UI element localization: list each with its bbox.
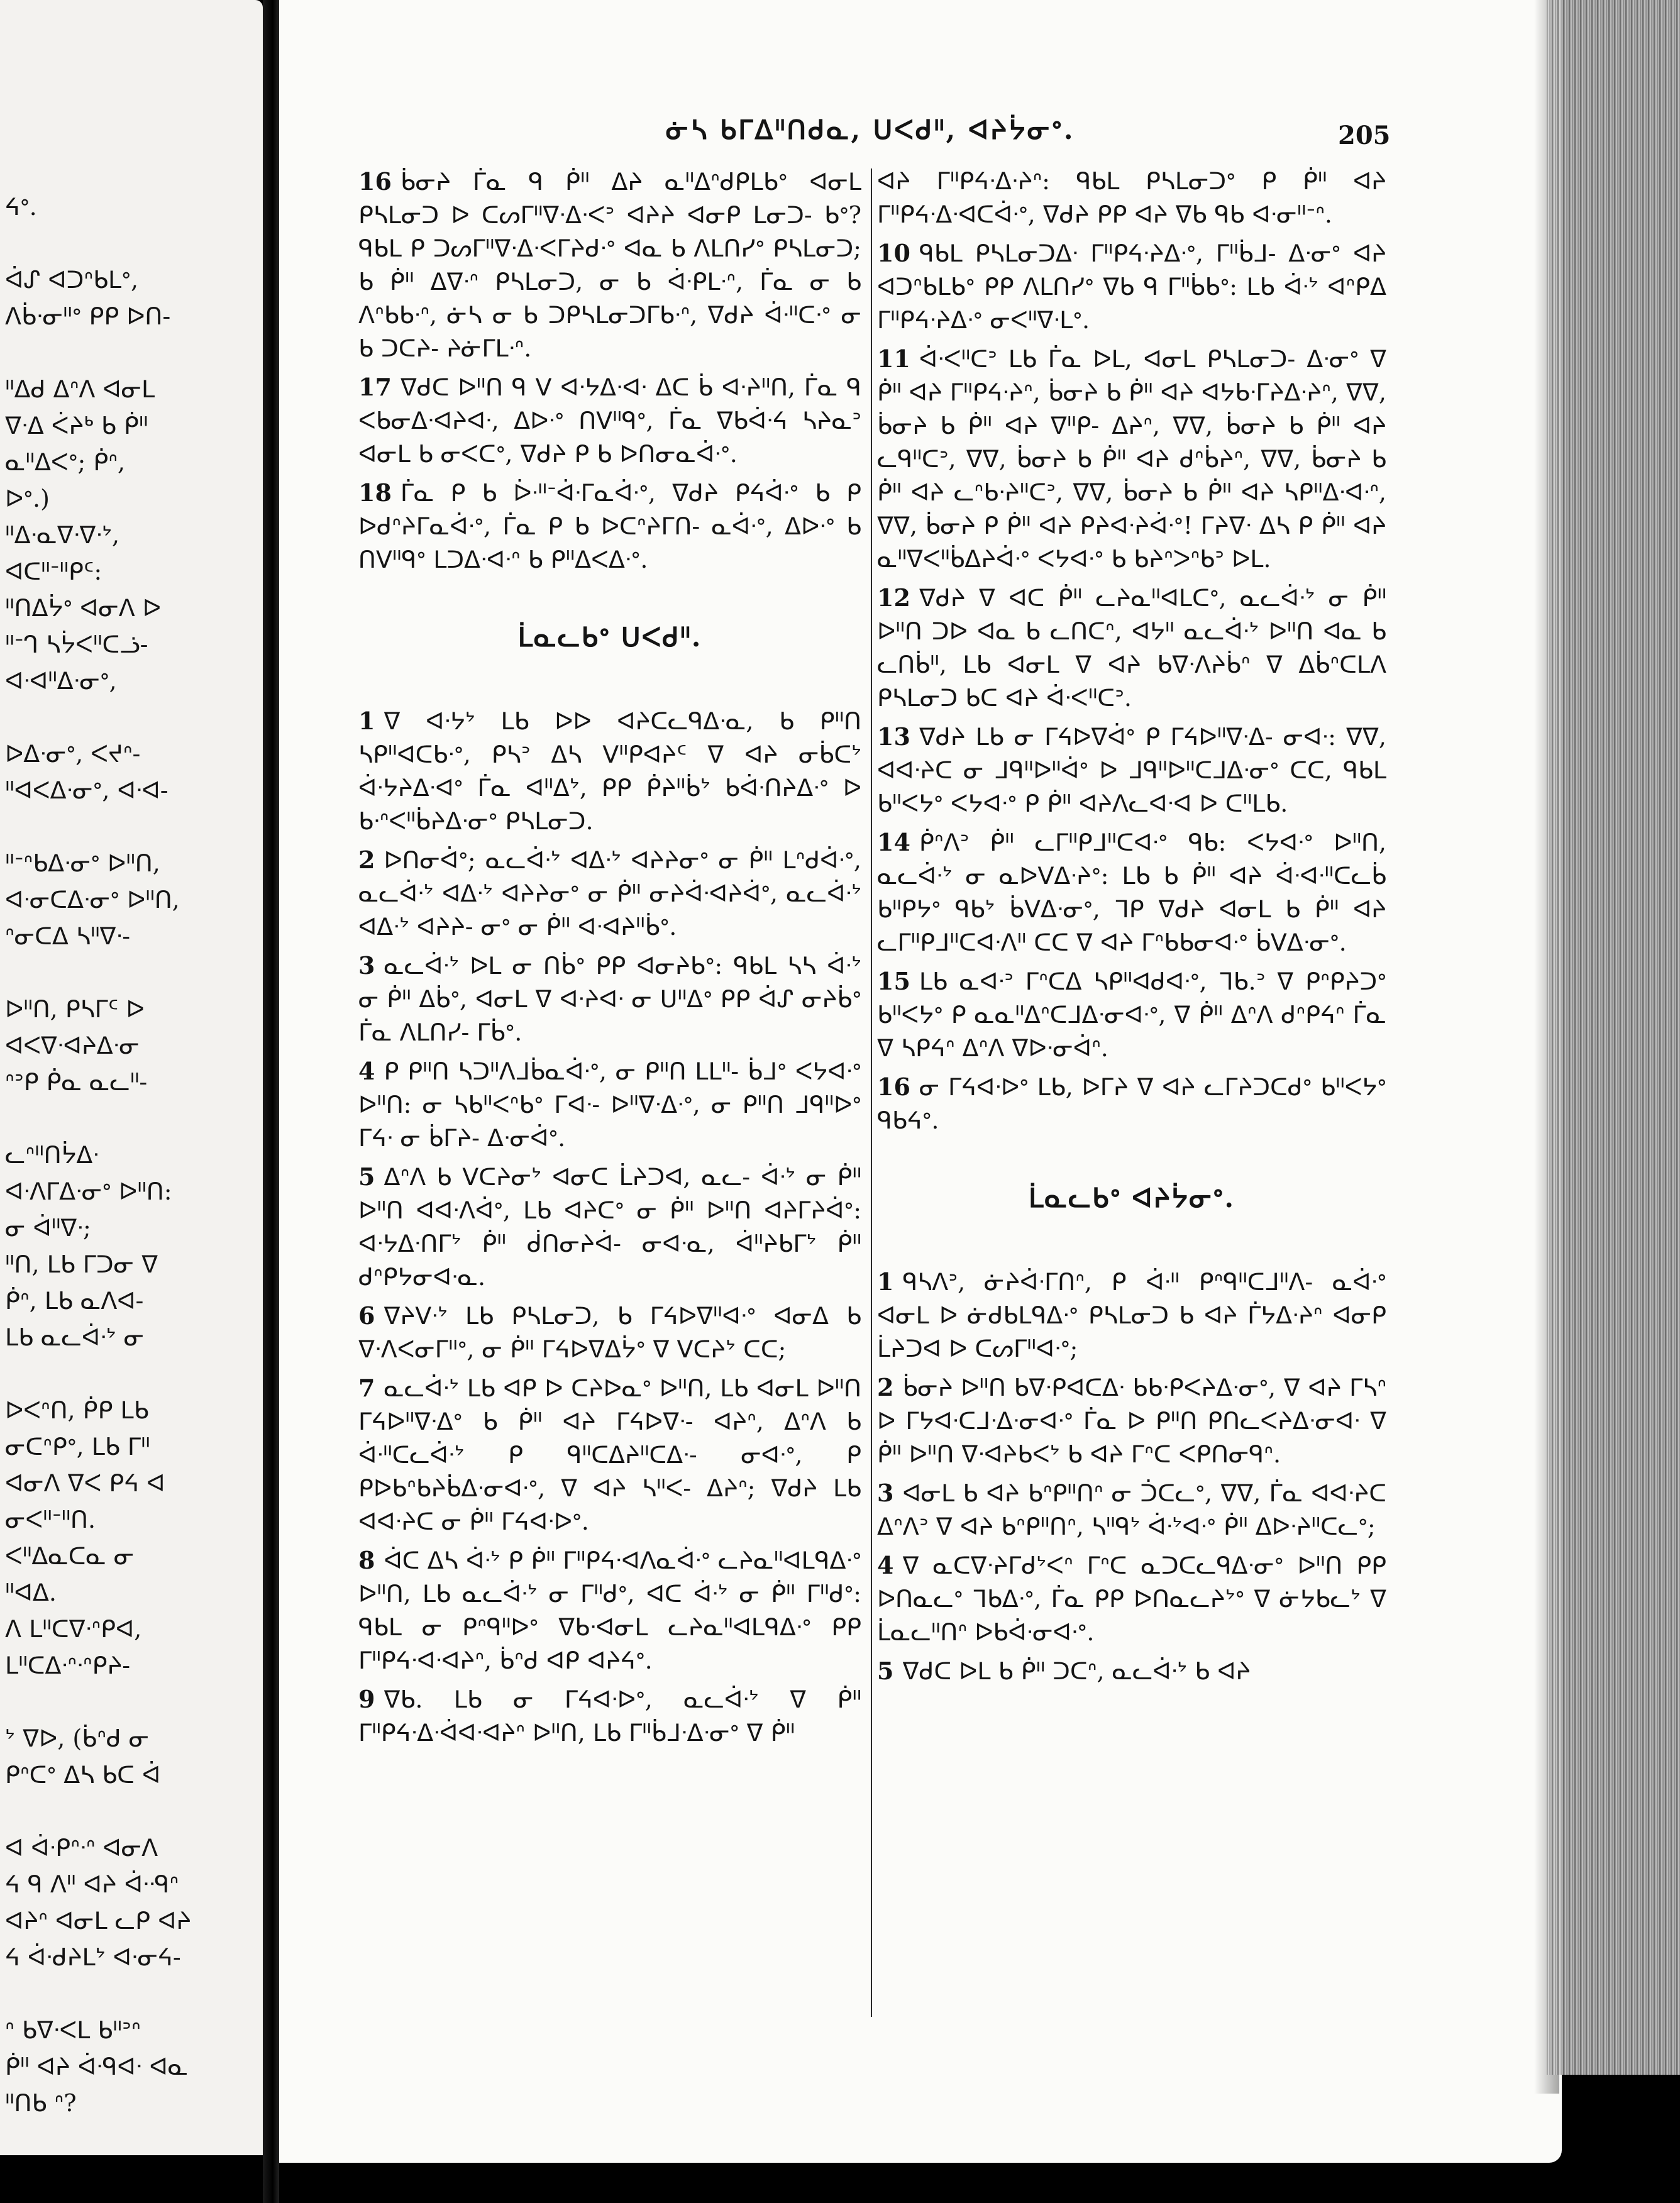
left-page-line: ᐅᐸᐢᑎ, ᑮᑭ ᒪᑲ [5, 1396, 149, 1424]
verse-number: 3 [358, 951, 375, 980]
verse [358, 1054, 861, 1155]
verse-text: ᑫᑲᒪ ᑭᓴᒪᓂᑐᐃᐧ ᒥᐦᑭᔦᐧᔨᐃᐧᐤ, ᒥᐦᑳᒧ- ᐃᐧᓂᐤ ᐊᔨ ᐊᑐᐢᑲᒪᑲᐤ ᑭᑭ ᐱᒪᑎᓯᐤ ᐁᑲ ᑫ ᒥᐦᑳᑲᐤ: ᒪᑲ ᐋᐧᔾ ᐊᐢᑭᐃ ᒥᐦᑭᔦᐧᔨᐃᐧᐤ ᓂᐸᐦᐁᐧᒪᐤ. [877, 240, 1386, 334]
verse-text: ᒪᑲ ᓇᐊᐧᐣ ᒥᐢᑕᐃ ᓴᑭᐦᐊᑯᐊᐧᐤ, ᒣᑲ.ᐣ ᐁ ᑭᐢᑭᔨᑐᐤ ᑲᐦᐸᔭᐤ ᑭ ᓇᓇᐦᐃᐢᑕᒧᐃᐧᓂᐊᐧᐤ, ᐁ ᑮᐦ ᐃᐢᐱ ᑯᐢᑭᔦᐢ ᒦᓇ ᐁ ᓴᑭᔦᐢ ᐃᐢᐱ ᐁᐅᐧᓂᐋᐢ. [877, 968, 1386, 1062]
verse-number: 5 [358, 1162, 375, 1191]
left-page-line: ᐅᐃᐧᓂᐤ, ᐸᔪᐢ- [5, 740, 141, 768]
verse-number: 5 [877, 1657, 894, 1685]
verse [877, 1549, 1386, 1649]
left-page-line [5, 1100, 263, 1137]
left-page-line: ᐊᐧᐊᐦᐃᐧᓂᐤ, [5, 667, 117, 695]
left-page-line: ᐢᓂᑕᐃ ᓴᐦᐁᐧ- [5, 922, 131, 950]
verse-text: ᑫᓴᐱᐣ, ᓃᔨᐋᐧᒥᑎᐢ, ᑭ ᐋᐧᐦ ᑭᐢᑫᐦᑕᒧᐦᐱ- ᓇᐋᐧᐤ ᐊᓂᒪ ᐅ ᓃᑯᑲᒪᑫᐃᐧᐤ ᑭᓴᒪᓂᑐ ᑲ ᐊᔨ ᒦᔭᐃᐧᔨᐢ ᐊᓂᑭ ᒫᔨᑐᐊ ᐅ ᑕᔕᒥᐦᐊᐧᐤ; [877, 1268, 1386, 1362]
verse [877, 964, 1386, 1065]
verse-number: 2 [877, 1373, 894, 1401]
left-page-line: ᐊ ᐋᐧᑭᐢᐧᐢ ᐊᓂᐱ [5, 1834, 158, 1862]
verse-number: 11 [877, 345, 910, 373]
verse [358, 1543, 861, 1677]
left-page-line [5, 334, 263, 371]
verse-number: 1 [358, 707, 375, 735]
verse-number: 10 [877, 239, 910, 267]
verse-text: ᐁᑯᑕ ᐅᐦᑎ ᑫ ᐯ ᐊᐧᔭᐃᐧᐊᐧ ᐃᑕ ᑳ ᐊᐧᔨᐦᑎ, ᒦᓇ ᑫ ᐸᑲᓂᐃᐧᐊᔨᐊᐧ, ᐃᐅᐧᐤ ᑎᐯᐦᑫᐤ, ᒦᓇ ᐁᑲᐋᐧᔦ ᓴᔨᓇᐣ ᐊᓂᒪ ᑲ ᓂᐸᑕᐤ, ᐁᑯᔨ ᑭ ᑲ ᐅᑎᓂᓇᐋᐧᐤ. [358, 373, 861, 468]
left-page-line: ᐁᐧᐃ ᐹᔨᒃ ᑲ ᑮᐦ [5, 412, 148, 439]
verse-number: 16 [358, 167, 392, 196]
verse-number: 8 [358, 1546, 375, 1574]
verse-number: 14 [877, 828, 910, 856]
verse-number: 17 [358, 373, 392, 401]
verse-number: 1 [877, 1267, 894, 1296]
verse [877, 342, 1386, 576]
verse-number: 16 [877, 1073, 910, 1101]
verse-number: 13 [877, 722, 910, 751]
verse [358, 949, 861, 1049]
left-page-line [5, 1793, 263, 1830]
verse-text: ᑳᓂᔨ ᒦᓇ ᑫ ᑮᐦ ᐃᔨ ᓇᐦᐃᐢᑯᑭᒪᑲᐤ ᐊᓂᒪ ᑭᓴᒪᓂᑐ ᐅ ᑕᔕᒥᐦᐁᐧᐃᐧᐸᐣ ᐊᔨᔨ ᐊᓂᑭ ᒪᓂᑐ- ᑲᐤ? ᑫᑲᒪ ᑭ ᑐᔕᒥᐦᐁᐧᐃᐧᐸᒥᔨᑯᐧᐤ ᐊᓇ ᑲ ᐱᒪᑎᓯᐤ ᑭᓴᒪᓂᑐ; ᑲ ᑮᐦ ᐃᐁᐧᐢ ᑭᓴᒪᓂᑐ, ᓂ ᑲ ᐋᐧᑭᒪᐧᐢ, ᒦᓇ ᓂ ᑲ ᐱᐢᑲᑲᐧᐢ, ᓃᓴ ᓂ ᑲ ᑐᑭᓴᒪᓂᑐᒥᑲᐧᐢ, ᐁᑯᔨ ᐋᐧᐦᑕᐧᐤ ᓂ ᑲ ᑐᑕᔨ- ᔨᓃᒥᒪᐧᐢ. [358, 168, 861, 362]
left-page-line: ᐱ ᒪᐦᑕᐁᐧᐢᑭᐊ, [5, 1615, 142, 1643]
left-page-line: ᔦᐤ. [5, 193, 37, 221]
verse-text: ᐃᐢᐱ ᑲ ᐯᑕᔨᓂᔾ ᐊᓂᑕ ᒫᔨᑐᐊ, ᓇᓚ- ᐋᐧᔾ ᓂ ᑮᐦ ᐅᐦᑎ ᐊᐊᐧᐱᐋᐤ, ᒪᑲ ᐊᔨᑕᐤ ᓂ ᑮᐦ ᐅᐦᑎ ᐊᔨᒥᔨᐋᐤ: ᐊᐧᔭᐃᐧᑎᒥᔾ ᑮᐦ ᑰᑎᓂᔨᐋ- ᓂᐊᐧᓇ, ᐋᐦᔨᑲᒥᔾ ᑮᐦ ᑯᐢᑭᔭᓂᐊᐧᓇ. [358, 1163, 861, 1291]
column-divider [871, 168, 872, 2017]
running-head: ᓃᓴ ᑲᒥᐃᐦᑎᑯᓇ, ᑌᐸᑯᐦ, ᐊᔨᔮᓂᐤ. [666, 114, 1075, 145]
verse-number: 12 [877, 583, 910, 612]
left-page-line: ᐊᐧᓂᑕᐃᐧᓂᐤ ᐅᐦᑎ, [5, 886, 180, 914]
verse-text: ᐁ ᓇᑕᐁᐧᔨᒥᑯᔾᐸᐢ ᒥᐢᑕ ᓇᑐᑕᓚᑫᐃᐧᓂᐤ ᐅᐦᑎ ᑭᑭ ᐅᑎᓇᓚᐤ ᒣᑲᐃᐧᐤ, ᒦᓇ ᑭᑭ ᐅᑎᓇᓚᔨᔾᐤ ᐁ ᓃᔭᑲᓚᔾ ᐁ ᒫᓇᓚᐦᑎᐢ ᐅᑲᐋᐧᓂᐊᐧᐤ. [877, 1552, 1386, 1646]
left-page-line: ᐦᑎᑲ ᐢ? [5, 2089, 77, 2117]
left-page [0, 0, 263, 2155]
left-page-line: ᐱᑳᐧᓂᐦᐤ ᑭᑭ ᐅᑎ- [5, 302, 171, 330]
left-page-line: ᐦᐨᒉ ᓴᔮᐸᐦᑕᓘ- [5, 631, 148, 658]
right-column [877, 165, 1386, 1693]
left-page-line [5, 809, 263, 845]
verse-text: ᐊᓂᒪ ᑲ ᐊᔨ ᑲᐢᑭᐦᑎᐢ ᓂ ᑑᑕᓚᐤ, ᐁᐁ, ᒦᓇ ᐊᐊᐧᔨᑕ ᐃᐢᐱᐣ ᐁ ᐊᔨ ᑲᐢᑭᐦᑎᐢ, ᓴᐦᑫᔾ ᐋᐧᔾᐊᐧᐤ ᑮᐦ ᐃᐅᐧᔨᐦᑕᓚᐤ; [877, 1479, 1386, 1540]
verse [877, 1476, 1386, 1543]
verse [358, 1160, 861, 1294]
verse-number: 7 [358, 1374, 375, 1402]
left-page-line: ᐸᐦᐃᓇᑕᓇ ᓂ [5, 1542, 135, 1570]
section-title: ᒫᓇᓚᑲᐤ ᐊᔨᔮᓂᐤ. [1029, 1183, 1235, 1213]
verse [358, 165, 861, 365]
left-page-line: ᐊᑕᐦᐨᐦᑭᑦ: [5, 558, 102, 585]
verse [877, 720, 1386, 820]
page-number: 205 [1338, 121, 1391, 150]
left-page-line: ᔾ ᐁᐅ, (ᑳᐢᑯ ᓂ [5, 1725, 150, 1752]
left-page-line: ᐋᔑ ᐊᑐᐢᑲᒪᐤ, [5, 266, 139, 294]
verse-text: ᓇᓚᐋᐧᔾ ᐅᒪ ᓂ ᑎᑳᐤ ᑭᑭ ᐊᓂᔨᑲᐤ: ᑫᑲᒪ ᓴᓴ ᐋᐧᔾ ᓂ ᑮᐦ ᐃᑳᐤ, ᐊᓂᒪ ᐁ ᐊᐧᔨᐊᐧ ᓂ ᑌᐦᐃᐤ ᑭᑭ ᐋᔑ ᓂᔨᑳᐤ ᒦᓇ ᐱᒪᑎᓯ- ᒥᑳᐤ. [358, 952, 861, 1046]
verse-number: 6 [358, 1301, 375, 1330]
left-page-line: ᔦ ᑫ ᐱᐦ ᐊᔨ ᐋᐧᑴᐢ [5, 1870, 179, 1898]
verse [877, 236, 1386, 337]
left-page-line: ᓚᐢᐦᑎᔮᐃᐧ [5, 1141, 99, 1169]
left-page-line: ᔦ ᐋᐧᑯᔨᒪᔾ ᐊᐧᓂᔦ- [5, 1943, 181, 1971]
verse [358, 704, 861, 838]
verse [358, 843, 861, 944]
verse-text: ᑮᐢᐱᐣ ᑮᐦ ᓚᒥᐦᑭᒧᐦᑕᐊᐧᐤ ᑫᑲ: ᐸᔭᐊᐧᐤ ᐅᐦᑎ, ᓇᓚᐋᐧᔾ ᓂ ᓇᐅᐯᐃᐧᔨᐤ: ᒪᑲ ᑲ ᑮᐦ ᐊᔨ ᐋᐧᐊᐧᐦᑕᓚᑳ ᑲᐦᑭᔭᐤ ᑫᑲᔾ ᑳᐯᐃᐧᓂᐤ, ᒣᑭ ᐁᑯᔨ ᐊᓂᒪ ᑲ ᑮᐦ ᐊᔨ ᓚᒥᐦᑭᒧᐦᑕᐊᐧᐱᐦ ᑕᑕ ᐁ ᐊᔨ ᒥᐢᑲᑲᓂᐊᐧᐤ ᑳᐯᐃᐧᓂᐤ. [877, 829, 1386, 956]
left-page-line: ᒪᐦᑕᐃᐧᐢᐧᐢᑭᔨ- [5, 1652, 131, 1679]
left-page-line [5, 954, 263, 991]
left-page-line: ᓂᑕᐢᑭᐤ, ᒪᑲ ᒥᐦ [5, 1433, 150, 1460]
left-page-line: ᐅᐦᑎ, ᑭᓴᒥᑦ ᐅ [5, 995, 145, 1023]
verse-number: 9 [358, 1685, 375, 1713]
verse [877, 1265, 1386, 1366]
verse-text: ᐁᑲ. ᒪᑲ ᓂ ᒥᔦᐊᐧᐅᐤ, ᓇᓚᐋᐧᔾ ᐁ ᑮᐦ ᒥᐦᑭᔦᐧᐃᐧᐋᐊᐧᐊᔨᐢ ᐅᐦᑎ, ᒪᑲ ᒥᐦᑳᒧᐧᐃᐧᓂᐤ ᐁ ᑮᐦ [358, 1686, 861, 1747]
verse [877, 1371, 1386, 1471]
verse-text: ᐁᑯᑕ ᐅᒪ ᑲ ᑮᐦ ᑐᑕᐢ, ᓇᓚᐋᐧᔾ ᑲ ᐊᔨ [902, 1657, 1251, 1685]
left-page-line: ᐦᑎ, ᒪᑲ ᒥᑐᓂ ᐁ [5, 1251, 158, 1278]
verse [877, 165, 1386, 231]
verse-number: 2 [358, 846, 375, 874]
left-page-line: ᓂᐸᐦᐨᐦᑎ. [5, 1506, 96, 1533]
verse [877, 581, 1386, 715]
left-page-line: ᑭᐢᑕᐤ ᐃᓴ ᑲᑕ ᐋ [5, 1761, 161, 1789]
verse-text: ᐊᔨ ᒥᐦᑭᔦᐧᐃᐧᔨᐢ: ᑫᑲᒪ ᑭᓴᒪᓂᑐᐤ ᑭ ᑮᐦ ᐊᔨ ᒥᐦᑭᔦᐧᐃᐧᐊᑕᐋᐧᐤ, ᐁᑯᔨ ᑭᑭ ᐊᔨ ᐁᑲ ᑫᑲ ᐊᐧᓂᐦᐨᐢ. [877, 167, 1386, 228]
verse-number: 15 [877, 967, 910, 995]
left-page-line: ᐊᐸᐁᐧᐊᔨᐃᐧᓂ [5, 1032, 140, 1059]
book-gutter [263, 0, 279, 2203]
verse [358, 1371, 861, 1538]
verse [358, 476, 861, 577]
verse-text: ᐁ ᐊᐧᔭᔾ ᒪᑲ ᐅᐅ ᐊᔨᑕᓚᑫᐃᐧᓇ, ᑲ ᑭᐦᑎ ᓴᑭᐦᐊᑕᑲᐧᐤ, ᑭᓴᐣ ᐃᓴ ᐯᐦᑭᐊᔨᑦ ᐁ ᐊᔨ ᓂᑳᑕᔾ ᐋᐧᔭᔨᐃᐧᐊᐤ ᒦᓇ ᐊᐦᐃᔾ, ᑭᑭ ᑮᔨᐦᑳᔾ ᑲᐋᐧᑎᔨᐃᐧᐤ ᐅ ᑲᐧᐢᐸᐦᑳᔨᐃᐧᓂᐤ ᑭᓴᒪᓂᑐ. [358, 707, 861, 835]
verse [358, 370, 861, 471]
left-page-line: ᐢ ᑲᐁᐧᐸᒪ ᑲᐦᐣᐢ [5, 2016, 141, 2044]
verse-text: ᐅᑎᓂᐋᐤ; ᓇᓚᐋᐧᔾ ᐊᐃᐧᔾ ᐊᔨᔨᓂᐤ ᓂ ᑮᐦ ᒪᐢᑯᐋᐧᐤ, ᓇᓚᐋᐧᔾ ᐊᐃᐧᔾ ᐊᔨᔨᓂᐤ ᓂ ᑮᐦ ᓂᔨᐋᐧᐊᔨᐋᐤ, ᓇᓚᐋᐧᔾ ᐊᐃᐧᔾ ᐊᔨᔨ- ᓂᐤ ᓂ ᑮᐦ ᐊᐧᐊᔨᐦᑳᐤ. [358, 846, 861, 941]
left-page-line: ᐊᔨᐢ ᐊᓂᒪ ᓚᑭ ᐊᔨ [5, 1907, 192, 1935]
left-page-line: ᐦᐃᐧᓇᐁᐧᐁᐧᔾ, [5, 521, 120, 549]
verse [877, 825, 1386, 959]
verse [358, 1682, 861, 1750]
left-page-line: ᐦᑎᐃᔮᐤ ᐊᓂᐱ ᐅ [5, 594, 162, 622]
left-page-line: ᐊᓂᐱ ᐁᐸ ᑭᔦ ᐊ [5, 1469, 165, 1497]
page-edges [1547, 0, 1680, 2075]
left-page-line [5, 1975, 263, 2012]
verse-text: ᑭ ᑭᐦᑎ ᓴᑐᐦᐱᒧᑳᓇᐋᐧᐤ, ᓂ ᑭᐦᑎ ᒪᒪᐦ- ᑳᒧᐤ ᐸᔭᐊᐧᐤ ᐅᐦᑎ: ᓂ ᓴᑲᐦᐸᐢᑲᐤ ᒥᐊᐧ- ᐅᐦᐁᐧᐃᐧᐤ, ᓂ ᑭᐦᑎ ᒧᑫᐦᐅᐤ ᒥᔦᐧ ᓂ ᑳᒥᔨ- ᐃᐧᓂᐋᐤ. [358, 1057, 861, 1152]
verse-text: ᓂ ᒥᔦᐊᐧᐅᐤ ᒪᑲ, ᐅᒥᔨ ᐁ ᐊᔨ ᓚᒥᔨᑐᑕᑯᐤ ᑲᐦᐸᔭᐤ ᑫᑲᔦᐤ. [877, 1073, 1386, 1134]
verse-number: 4 [358, 1057, 375, 1085]
verse-number: 18 [358, 478, 392, 507]
verse-text: ᓇᓚᐋᐧᔾ ᒪᑲ ᐊᑭ ᐅ ᑕᔨᐅᓇᐤ ᐅᐦᑎ, ᒪᑲ ᐊᓂᒪ ᐅᐦᑎ ᒥᔦᐅᐦᐁᐧᐃᐤ ᑲ ᑮᐦ ᐊᔨ ᒥᔦᐅᐁᐧ- ᐊᔨᐢ, ᐃᐢᐱ ᑲ ᐋᐧᐦᑕᓚᐋᐧᔾ ᑭ ᑫᐦᑕᐃᔨᐦᑕᐃᐧ- ᓂᐊᐧᐤ, ᑭ ᑭᐅᑲᐢᑲᔨᑳᐃᐧᓂᐊᐧᐤ, ᐁ ᐊᔨ ᓴᐦᐸ- ᐃᔨᐢ; ᐁᑯᔨ ᒪᑲ ᐊᐊᐧᔨᑕ ᓂ ᑮᐦ ᒥᔦᐊᐧᐅᐤ. [358, 1374, 861, 1535]
left-page-line [5, 1355, 263, 1392]
verse-text: ᐋᑕ ᐃᓴ ᐋᐧᔾ ᑭ ᑮᐦ ᒥᐦᑭᔦᐧᐊᐱᓇᐋᐧᐤ ᓚᔨᓇᐦᐊᒪᑫᐃᐧᐤ ᐅᐦᑎ, ᒪᑲ ᓇᓚᐋᐧᔾ ᓂ ᒥᐦᑯᐤ, ᐊᑕ ᐋᐧᔾ ᓂ ᑮᐦ ᒥᐦᑯᐤ: ᑫᑲᒪ ᓂ ᑭᐢᑫᐦᐅᐤ ᐁᑲᐧᐊᓂᒪ ᓚᔨᓇᐦᐊᒪᑫᐃᐧᐤ ᑭᑭ ᒥᐦᑭᔦᐧᐊᐧᐊᔨᐢ, ᑳᐢᑯ ᐊᑭ ᐊᔨᔦᐤ. [358, 1547, 861, 1674]
verse [877, 1654, 1386, 1688]
verse-text: ᑳᓂᔨ ᐅᐦᑎ ᑲᐁᐧᑭᐊᑕᐃᐧ ᑲᑲᐧᑭᐸᔨᐃᐧᓂᐤ, ᐁ ᐊᔨ ᒥᓴᐢ ᐅ ᒥᔭᐊᐧᑕᒧᐧᐃᐧᓂᐊᐧᐤ ᒦᓇ ᐅ ᑭᐦᑎ ᑭᑎᓚᐸᔨᐃᐧᓂᐊᐧ ᐁ ᑮᐦ ᐅᐦᑎ ᐁᐧᐊᔨᑲᐸᔾ ᑲ ᐊᔨ ᒥᐢᑕ ᐸᑭᑎᓂᑫᐢ. [877, 1374, 1386, 1468]
left-page-line: ᐦᐊᐸᐃᐧᓂᐤ, ᐊᐧᐊ- [5, 776, 169, 804]
left-page-line: ᐦᐨᐢᑲᐃᐧᓂᐤ ᐅᐦᑎ, [5, 849, 160, 877]
left-page-line: ᐅᐤ.) [5, 485, 50, 512]
left-page-line: ᐢᐣᑭ ᑮᓇ ᓇᓚᐦ- [5, 1068, 148, 1096]
left-page-line: ᐊᐧᐱᒥᐃᐧᓂᐤ ᐅᐦᑎ: [5, 1178, 172, 1205]
left-page-text [5, 189, 263, 2121]
left-page-line: ᐦᐊᐃ. [5, 1579, 57, 1606]
left-page-line: ᓂ ᐋᐦᐁᐧ; [5, 1214, 91, 1242]
left-page-line [5, 699, 263, 736]
left-page-line: ᒪᑲ ᓇᓚᐋᐧᔾ ᓂ [5, 1323, 145, 1351]
left-page-line: ᐦᐃᑯ ᐃᐢᐱ ᐊᓂᒪ [5, 375, 155, 403]
left-column [358, 165, 861, 1755]
left-page-line [5, 225, 263, 262]
left-page-line: ᓇᐦᐃᐸᐤ; ᑮᐢ, [5, 448, 126, 476]
left-page-line: ᑮᐢ, ᒪᑲ ᓇᐱᐊ- [5, 1287, 144, 1315]
verse-text: ᒦᓇ ᑭ ᑲ ᐆᐧᐦᐨᐋᐧᒥᓇᐋᐧᐤ, ᐁᑯᔨ ᑭᔦᐋᐧᐤ ᑲ ᑭ ᐅᑯᐢᔨᒥᓇᐋᐧᐤ, ᒦᓇ ᑭ ᑲ ᐅᑕᐢᔨᒥᑎ- ᓇᐋᐧᐤ, ᐃᐅᐧᐤ ᑲ ᑎᐯᐦᑫᐤ ᒪᑐᐃᐧᐊᐧᐢ ᑲ ᑭᐦᐃᐸᐃᐧᐤ. [358, 479, 861, 573]
verse-text: ᐁᑯᔨ ᐁ ᐊᑕ ᑮᐦ ᓚᔨᓇᐦᐊᒪᑕᐤ, ᓇᓚᐋᐧᔾ ᓂ ᑮᐦ ᐅᐦᑎ ᑐᐅ ᐊᓇ ᑲ ᓚᑎᑕᐢ, ᐊᔭᐦ ᓇᓚᐋᐧᔾ ᐅᐦᑎ ᐊᓇ ᑲ ᓚᑎᑳᐦ, ᒪᑲ ᐊᓂᒪ ᐁ ᐊᔨ ᑲᐁᐧᐱᔨᑳᐢ ᐁ ᐃᑳᐢᑕᒪᐱ ᑭᓴᒪᓂᑐ ᑲᑕ ᐊᔨ ᐋᐧᐸᐦᑕᐣ. [877, 584, 1386, 712]
left-page-line [5, 1684, 263, 1720]
verse [877, 1070, 1386, 1137]
verse [358, 1299, 861, 1366]
verse-text: ᐁᔨᐯᐧᔾ ᒪᑲ ᑭᓴᒪᓂᑐ, ᑲ ᒥᔦᐅᐁᐦᐊᐧᐤ ᐊᓂᐃ ᑲ ᐁᐧᐱᐸᓂᒥᐦᐤ, ᓂ ᑮᐦ ᒥᔦᐅᐁᐃᔮᐤ ᐁ ᐯᑕᔨᔾ ᑕᑕ; [358, 1302, 861, 1363]
verse-text: ᐁᑯᔨ ᒪᑲ ᓂ ᒥᔦᐅᐁᐋᐤ ᑭ ᒥᔦᐅᐦᐁᐧᐃ- ᓂᐊᐧ: ᐁᐁ, ᐊᐊᐧᔨᑕ ᓂ ᒧᑫᐦᐅᐦᐋᐤ ᐅ ᒧᑫᐦᐅᐦᑕᒧᐃᐧᓂᐤ ᑕᑕ, ᑫᑲᒪ ᑲᐦᐸᔭᐤ ᐸᔭᐊᐧᐤ ᑭ ᑮᐦ ᐊᔨᐱᓚᐊᐧᐊ ᐅ ᑕᐦᒪᑲ. [877, 723, 1386, 817]
left-page-line: ᑮᐦ ᐊᔨ ᐋᐧᑫᐊᐧ ᐊᓇ [5, 2053, 189, 2080]
verse-number: 3 [877, 1479, 894, 1507]
verse-text: ᐋᐧᐸᐦᑕᐣ ᒪᑲ ᒦᓇ ᐅᒪ, ᐊᓂᒪ ᑭᓴᒪᓂᑐ- ᐃᐧᓂᐤ ᐁ ᑮᐦ ᐊᔨ ᒥᐦᑭᔦᐧᔨᐢ, ᑳᓂᔨ ᑲ ᑮᐦ ᐊᔨ ᐊᔭᑲᐧᒥᔨᐃᐧᔨᐢ, ᐁᐁ, ᑳᓂᔨ ᑲ ᑮᐦ ᐊᔨ ᐁᐦᑭ- ᐃᔨᐢ, ᐁᐁ, ᑳᓂᔨ ᑲ ᑮᐦ ᐊᔨ ᓚᑫᐦᑕᐣ, ᐁᐁ, ᑳᓂᔨ ᑲ ᑮᐦ ᐊᔨ ᑯᐢᑳᔨᐢ, ᐁᐁ, ᑳᓂᔨ ᑲ ᑮᐦ ᐊᔨ ᓚᐢᑲᐧᔨᐦᑕᐣ, ᐁᐁ, ᑳᓂᔨ ᑲ ᑮᐦ ᐊᔨ ᓴᑭᐦᐃᐧᐊᐧᐢ, ᐁᐁ, ᑳᓂᔨ ᑭ ᑮᐦ ᐊᔨ ᑭᔨᐊᐧᔨᐋᐧᐤ! ᒥᔨᐁᐧ ᐃᓴ ᑭ ᑮᐦ ᐊᔨ ᓇᐦᐁᐸᐦᑳᐃᔨᐋᐧᐤ ᐸᔭᐊᐧᐤ ᑲ ᑲᔨᐢᐳᐢᑲᐣ ᐅᒪ. [877, 345, 1386, 573]
section-title: ᒫᓇᓚᑲᐤ ᑌᐸᑯᐦ. [517, 622, 702, 653]
verse-number: 4 [877, 1551, 894, 1579]
